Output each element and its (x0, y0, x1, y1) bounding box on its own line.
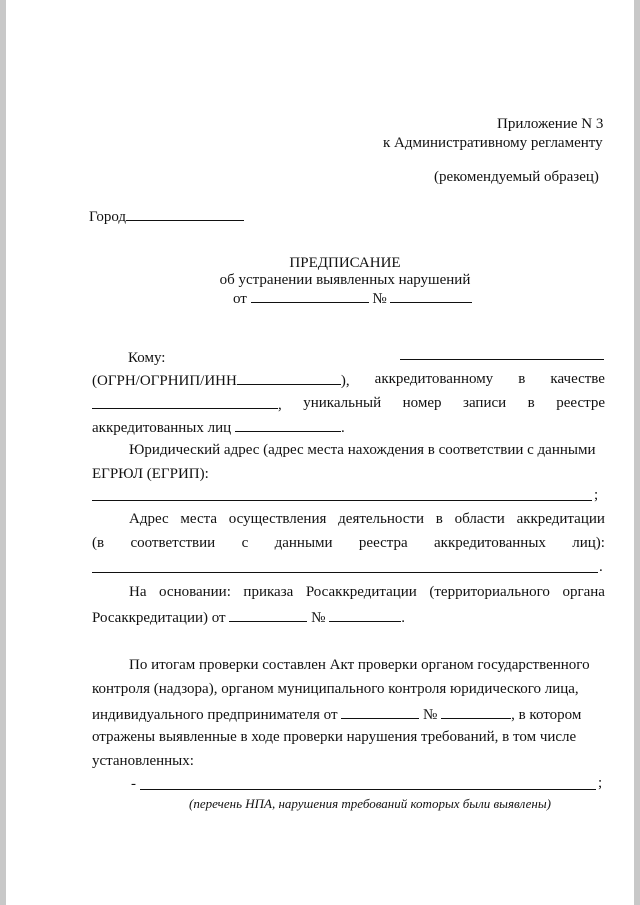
appendix-label: Приложение N 3 (497, 116, 604, 132)
results-line5: установленных: (92, 753, 194, 769)
basis-order-from-label: Росаккредитации) от (92, 610, 226, 626)
legal-address-line1: Юридический адрес (адрес места нахождения в соответствии с данными (129, 442, 596, 458)
scan-right-edge (634, 0, 640, 905)
activity-word-1: Адрес (129, 511, 169, 527)
unique-number-line (92, 394, 605, 414)
results-line3-label: индивидуального предпринимателя от (92, 707, 338, 723)
comma: , (278, 397, 282, 413)
date-blank (251, 288, 369, 303)
basis-word-1: На (129, 584, 147, 600)
ogrn-label: (ОГРН/ОГРНИП/ИНН (92, 373, 237, 389)
regulation-label: к Административному регламенту (383, 135, 603, 151)
results-line4: отражены выявленные в ходе проверки нарушения требований, в том числе (92, 729, 577, 745)
number-label: № (372, 291, 387, 307)
activity-l2-word-5: реестра (358, 535, 408, 551)
registry-number-blank (235, 417, 341, 432)
ogrn-close: ), (340, 373, 350, 389)
act-date-blank (341, 704, 419, 719)
basis-end: . (401, 610, 405, 626)
npa-caption: (перечень НПА, нарушения требований которых были выявлены) (188, 796, 552, 811)
to-blank (400, 359, 604, 360)
basis-line2 (92, 607, 405, 627)
results-line3-end: , в котором (511, 707, 582, 723)
scan-left-edge (0, 0, 6, 905)
activity-address-line2 (92, 534, 605, 552)
basis-number-blank (329, 607, 401, 622)
ogrn-line (92, 370, 605, 390)
activity-l2-word-4: данными (274, 535, 333, 551)
legal-address-end: ; (594, 487, 599, 503)
ogrn-group (92, 370, 350, 390)
document-title: ПРЕДПИСАНИЕ (289, 255, 401, 271)
activity-word-6: области (454, 511, 505, 527)
capacity-group (92, 394, 282, 414)
act-number-blank (441, 704, 511, 719)
word-in: в (518, 371, 526, 387)
word-unique: уникальный (303, 395, 382, 411)
activity-l2-word-3: с (241, 535, 249, 551)
basis-line1 (129, 583, 605, 601)
word-in-2: в (527, 395, 535, 411)
to-label: Кому: (128, 350, 166, 366)
activity-l2-word-6: аккредитованных (434, 535, 546, 551)
results-line1: По итогам проверки составлен Акт проверки органом государственного (129, 657, 590, 673)
basis-word-6: органа (562, 584, 605, 600)
basis-number-label: № (311, 610, 326, 626)
activity-l2-word-2: соответствии (130, 535, 216, 551)
activity-address-line1 (129, 510, 605, 528)
city-line (89, 206, 244, 226)
activity-l2-word-1: (в (92, 535, 105, 551)
basis-word-3: приказа (243, 584, 294, 600)
capacity-blank (92, 394, 278, 409)
activity-l2-word-7: лиц): (572, 535, 605, 551)
basis-word-4: Росаккредитации (305, 584, 417, 600)
word-number: номер (402, 395, 442, 411)
legal-address-line2: ЕГРЮЛ (ЕГРИП): (92, 466, 209, 482)
activity-address-blank (92, 572, 598, 573)
activity-word-5: в (435, 511, 443, 527)
activity-word-2: места (180, 511, 217, 527)
results-line2: контроля (надзора), органом муниципального контроля юридического лица, (92, 681, 579, 697)
activity-word-3: осуществления (228, 511, 327, 527)
activity-address-end: . (599, 559, 603, 575)
basis-word-5: (территориального (429, 584, 550, 600)
basis-date-blank (229, 607, 307, 622)
legal-address-blank (92, 500, 592, 501)
accredited-persons-label: аккредитованных лиц (92, 420, 232, 436)
activity-word-4: деятельности (338, 511, 425, 527)
act-number-label: № (423, 707, 438, 723)
accredited-persons-line (92, 417, 345, 437)
word-registry: реестре (556, 395, 605, 411)
word-capacity: качестве (550, 371, 605, 387)
results-end: ; (598, 775, 603, 791)
city-blank (126, 206, 244, 221)
basis-word-2: основании: (159, 584, 231, 600)
word-record: записи (463, 395, 507, 411)
city-label: Город (89, 209, 127, 225)
results-dash: - (131, 776, 136, 792)
word-accredited: аккредитованному (374, 371, 494, 387)
number-blank (390, 288, 472, 303)
document-subtitle: об устранении выявленных нарушений (219, 272, 471, 288)
npa-list-blank (140, 789, 596, 790)
sample-note: (рекомендуемый образец) (434, 169, 599, 185)
activity-word-7: аккредитации (516, 511, 605, 527)
ogrn-blank (237, 370, 341, 385)
results-line3 (92, 704, 581, 724)
from-label: от (233, 291, 247, 307)
period: . (340, 420, 345, 436)
title-date-line (233, 288, 472, 308)
